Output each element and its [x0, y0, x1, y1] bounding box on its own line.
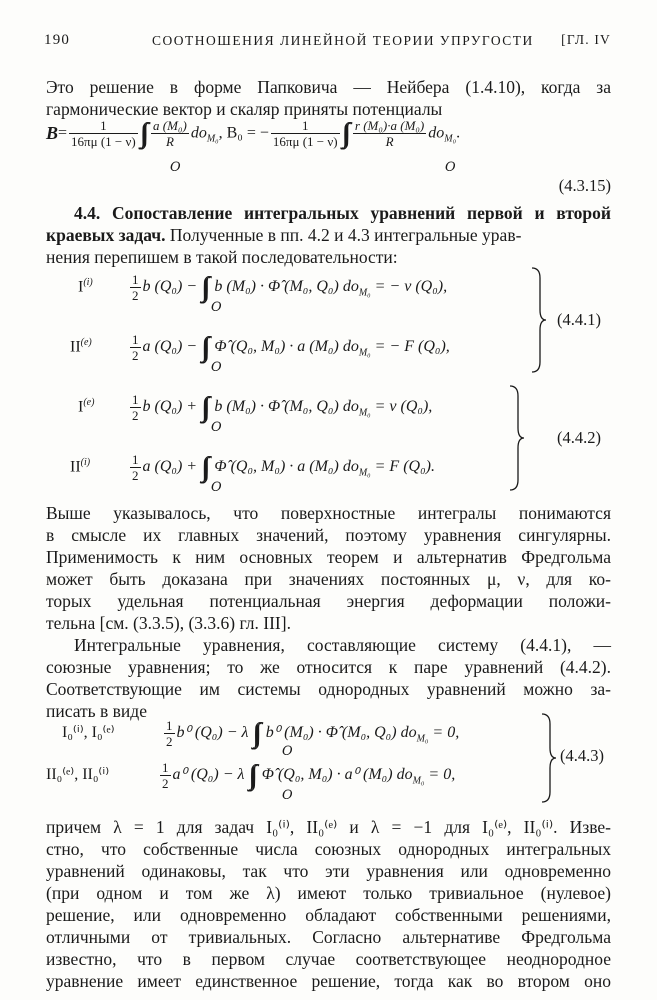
equation-integrand: Φ̂ (Q₀, M₀) · a⁰ (M₀) do — [261, 766, 413, 784]
equation-integrand: Φ̂ (Q₀, M₀) · a (M₀) do — [214, 338, 359, 356]
double-integral-sign: ∫∫ — [341, 117, 345, 149]
section-heading: 4.4. Сопоставление интегральных уравнений первой и второй — [74, 203, 611, 223]
equation-rhs: = F (Q₀). — [374, 458, 435, 476]
fraction-numerator: a (M₀) — [153, 118, 187, 133]
fraction-half: $\frac{1}{2}$ — [132, 452, 139, 483]
double-integral-sign: ∫∫ — [248, 759, 252, 791]
text-line: (при одном и том же λ) имеют только тривиальное (нулевое) — [46, 883, 611, 903]
text-line: Соответствующие им системы однородных уравнений можно за- — [46, 679, 611, 699]
differential-subscript: M₀ — [358, 287, 371, 299]
text-line: решение, или одновременно обладают собственными решениями, — [46, 905, 611, 925]
equation-integrand: Φ̂ (Q₀, M₀) · a (M₀) do — [214, 458, 359, 476]
equation-left: b (Q₀) − — [142, 278, 198, 296]
right-brace — [530, 266, 548, 374]
text-line — [46, 224, 611, 246]
text-line: стно, что собственные числа союзных однородных интегральных — [46, 839, 611, 859]
equation-row — [70, 332, 450, 363]
integral-domain: O — [211, 420, 222, 435]
differential-subscript: M₀ — [358, 467, 371, 479]
text-line: может быть доказана при значениях постоянных μ, ν, для ко- — [46, 569, 611, 589]
equation-row — [70, 452, 435, 483]
text-line: уравнение имеет единственное решение, тогда как во втором оно — [46, 971, 611, 991]
text-line: гармонические вектор и скаляр приняты потенциалы — [46, 99, 443, 119]
equation-left: a (Q₀) + — [142, 458, 198, 476]
running-header — [44, 32, 611, 54]
equation-row — [78, 272, 447, 303]
differential-subscript: M₀ — [416, 733, 429, 745]
equation-row — [62, 718, 459, 749]
differential: do — [428, 124, 445, 142]
equation-left: a (Q₀) − — [142, 338, 198, 356]
fraction-half: $\frac{1}{2}$ — [132, 332, 139, 363]
fraction — [353, 118, 426, 149]
equation-row — [78, 392, 432, 423]
text-line: причем λ = 1 для задач I₀⁽ⁱ⁾, II₀⁽ᵉ⁾ и λ = −1 для I₀⁽ᵉ⁾, II₀⁽ⁱ⁾. Изве- — [46, 817, 611, 837]
text-line: отличными от тривиальных. Согласно альтернативе Фредгольма — [46, 927, 611, 947]
equation-integrand: b (M₀) · Φ̂ (M₀, Q₀) do — [214, 278, 359, 296]
fraction-numerator: r (M₀)·a (M₀) — [354, 118, 425, 133]
text-line: уравнений одинаковы, так что эти уравнения или одновременно — [46, 861, 611, 881]
integral-domain: O — [445, 160, 456, 175]
differential-subscript: M₀ — [206, 133, 219, 145]
text-line: торых удельная потенциальная энергия деформации положи- — [46, 591, 611, 611]
text-line: Интегральные уравнения, составляющие систему (4.4.1), — — [74, 635, 611, 655]
double-integral-sign: ∫∫ — [139, 117, 144, 149]
text-line: союзные уравнения; то же относится к паре уравнений (4.4.2). — [46, 657, 611, 677]
equation-left: a⁰ (Q₀) − λ — [172, 766, 245, 784]
equation-rhs: = 0, — [432, 724, 460, 742]
running-title: СООТНОШЕНИЯ ЛИНЕЙНОЙ ТЕОРИИ УПРУГОСТИ — [152, 33, 534, 48]
section-heading-cont: краевых задач. — [46, 225, 166, 245]
equation-rhs: = v (Q₀), — [374, 398, 433, 416]
text-line: Выше указывалось, что поверхностные интегралы понимаются — [46, 503, 611, 523]
equation-rhs: = − F (Q₀), — [374, 338, 450, 356]
equation-integrand: b⁰ (M₀) · Φ̂ (M₀, Q₀) do — [265, 724, 417, 742]
differential-subscript: M₀ — [358, 407, 371, 419]
right-brace — [540, 712, 558, 804]
differential-subscript: M₀ — [358, 347, 371, 359]
double-integral-sign: ∫∫ — [201, 451, 205, 483]
double-integral-sign: ∫∫ — [201, 331, 205, 363]
equation-tag: $I^{(e)}$ — [78, 396, 95, 416]
integral-domain: O — [211, 480, 222, 495]
eq-symbol-B: B — [46, 123, 59, 143]
differential-subscript: M₀ — [412, 775, 425, 787]
right-brace — [508, 384, 526, 492]
eq-equals: = — [58, 124, 68, 142]
text-line: в смысле их главных значений, поэтому уравнения сингулярны. — [46, 525, 611, 545]
equation-4-3-15 — [46, 118, 460, 178]
fraction-numerator: 1 — [69, 118, 138, 134]
fraction-denominator: R — [385, 134, 394, 149]
fraction — [151, 118, 189, 149]
text-line: нения перепишем в такой последовательности: — [46, 247, 398, 267]
equation-tag: I₀⁽ⁱ⁾, I₀⁽ᵉ⁾ — [62, 724, 115, 742]
equation-tag: II$^{(e)}$ — [70, 336, 92, 356]
text-line: известно, что в первом случае соответствующее неоднородное — [46, 949, 611, 969]
equation-label: (4.4.2) — [557, 428, 601, 447]
fraction-denominator: 16πμ (1 − ν) — [71, 134, 136, 149]
equation-rhs: = 0, — [428, 766, 456, 784]
equation-label: (4.4.3) — [560, 746, 604, 765]
double-integral-sign: ∫∫ — [201, 391, 205, 423]
double-integral-sign: ∫∫ — [252, 717, 256, 749]
eq-b0-lhs: , B₀ = − — [218, 124, 269, 142]
equation-left: b (Q₀) + — [142, 398, 198, 416]
equation-left: b⁰ (Q₀) − λ — [176, 724, 249, 742]
equation-tag: II$^{(i)}$ — [70, 456, 91, 476]
text-line: тельна [см. (3.3.5), (3.3.6) гл. III]. — [46, 613, 291, 633]
text-line: Применимость к ним основных теорем и альтернатив Фредгольма — [46, 547, 611, 567]
fraction-denominator: 16πμ (1 − ν) — [272, 134, 338, 149]
text-line: Это решение в форме Папковича — Нейбера (1.4.10), когда за — [46, 77, 611, 97]
text-line: писать в виде — [46, 701, 147, 721]
fraction — [271, 118, 340, 149]
equation-integrand: b (M₀) · Φ̂ (M₀, Q₀) do — [214, 398, 359, 416]
fraction-denominator: R — [165, 134, 174, 149]
fraction — [69, 118, 138, 149]
integral-domain: O — [211, 360, 222, 375]
differential: do — [190, 124, 207, 142]
fraction-half: $\frac{1}{2}$ — [132, 272, 139, 303]
fraction-half: $\frac{1}{2}$ — [166, 718, 173, 749]
chapter-label: [ГЛ. IV — [561, 32, 611, 47]
equation-label: (4.4.1) — [557, 310, 601, 329]
integral-domain: O — [211, 300, 222, 315]
equation-rhs: = − v (Q₀), — [374, 278, 448, 296]
equation-tag: $I^{(i)}$ — [78, 276, 93, 296]
eq-end: . — [456, 124, 461, 142]
double-integral-sign: ∫∫ — [201, 271, 205, 303]
fraction-half: $\frac{1}{2}$ — [132, 392, 139, 423]
equation-row — [46, 760, 455, 791]
differential-subscript: M₀ — [444, 133, 457, 145]
page-number: 190 — [44, 32, 71, 48]
equation-tag: II₀⁽ᵉ⁾, II₀⁽ⁱ⁾ — [46, 766, 110, 784]
fraction-numerator: 1 — [271, 118, 340, 134]
integral-domain: O — [282, 788, 293, 803]
integral-domain: O — [282, 744, 293, 759]
section-text: Полученные в пп. 4.2 и 4.3 интегральные урав- — [165, 225, 522, 245]
fraction-half: $\frac{1}{2}$ — [162, 760, 169, 791]
equation-label: (4.3.15) — [558, 176, 611, 195]
integral-domain: O — [170, 160, 181, 175]
